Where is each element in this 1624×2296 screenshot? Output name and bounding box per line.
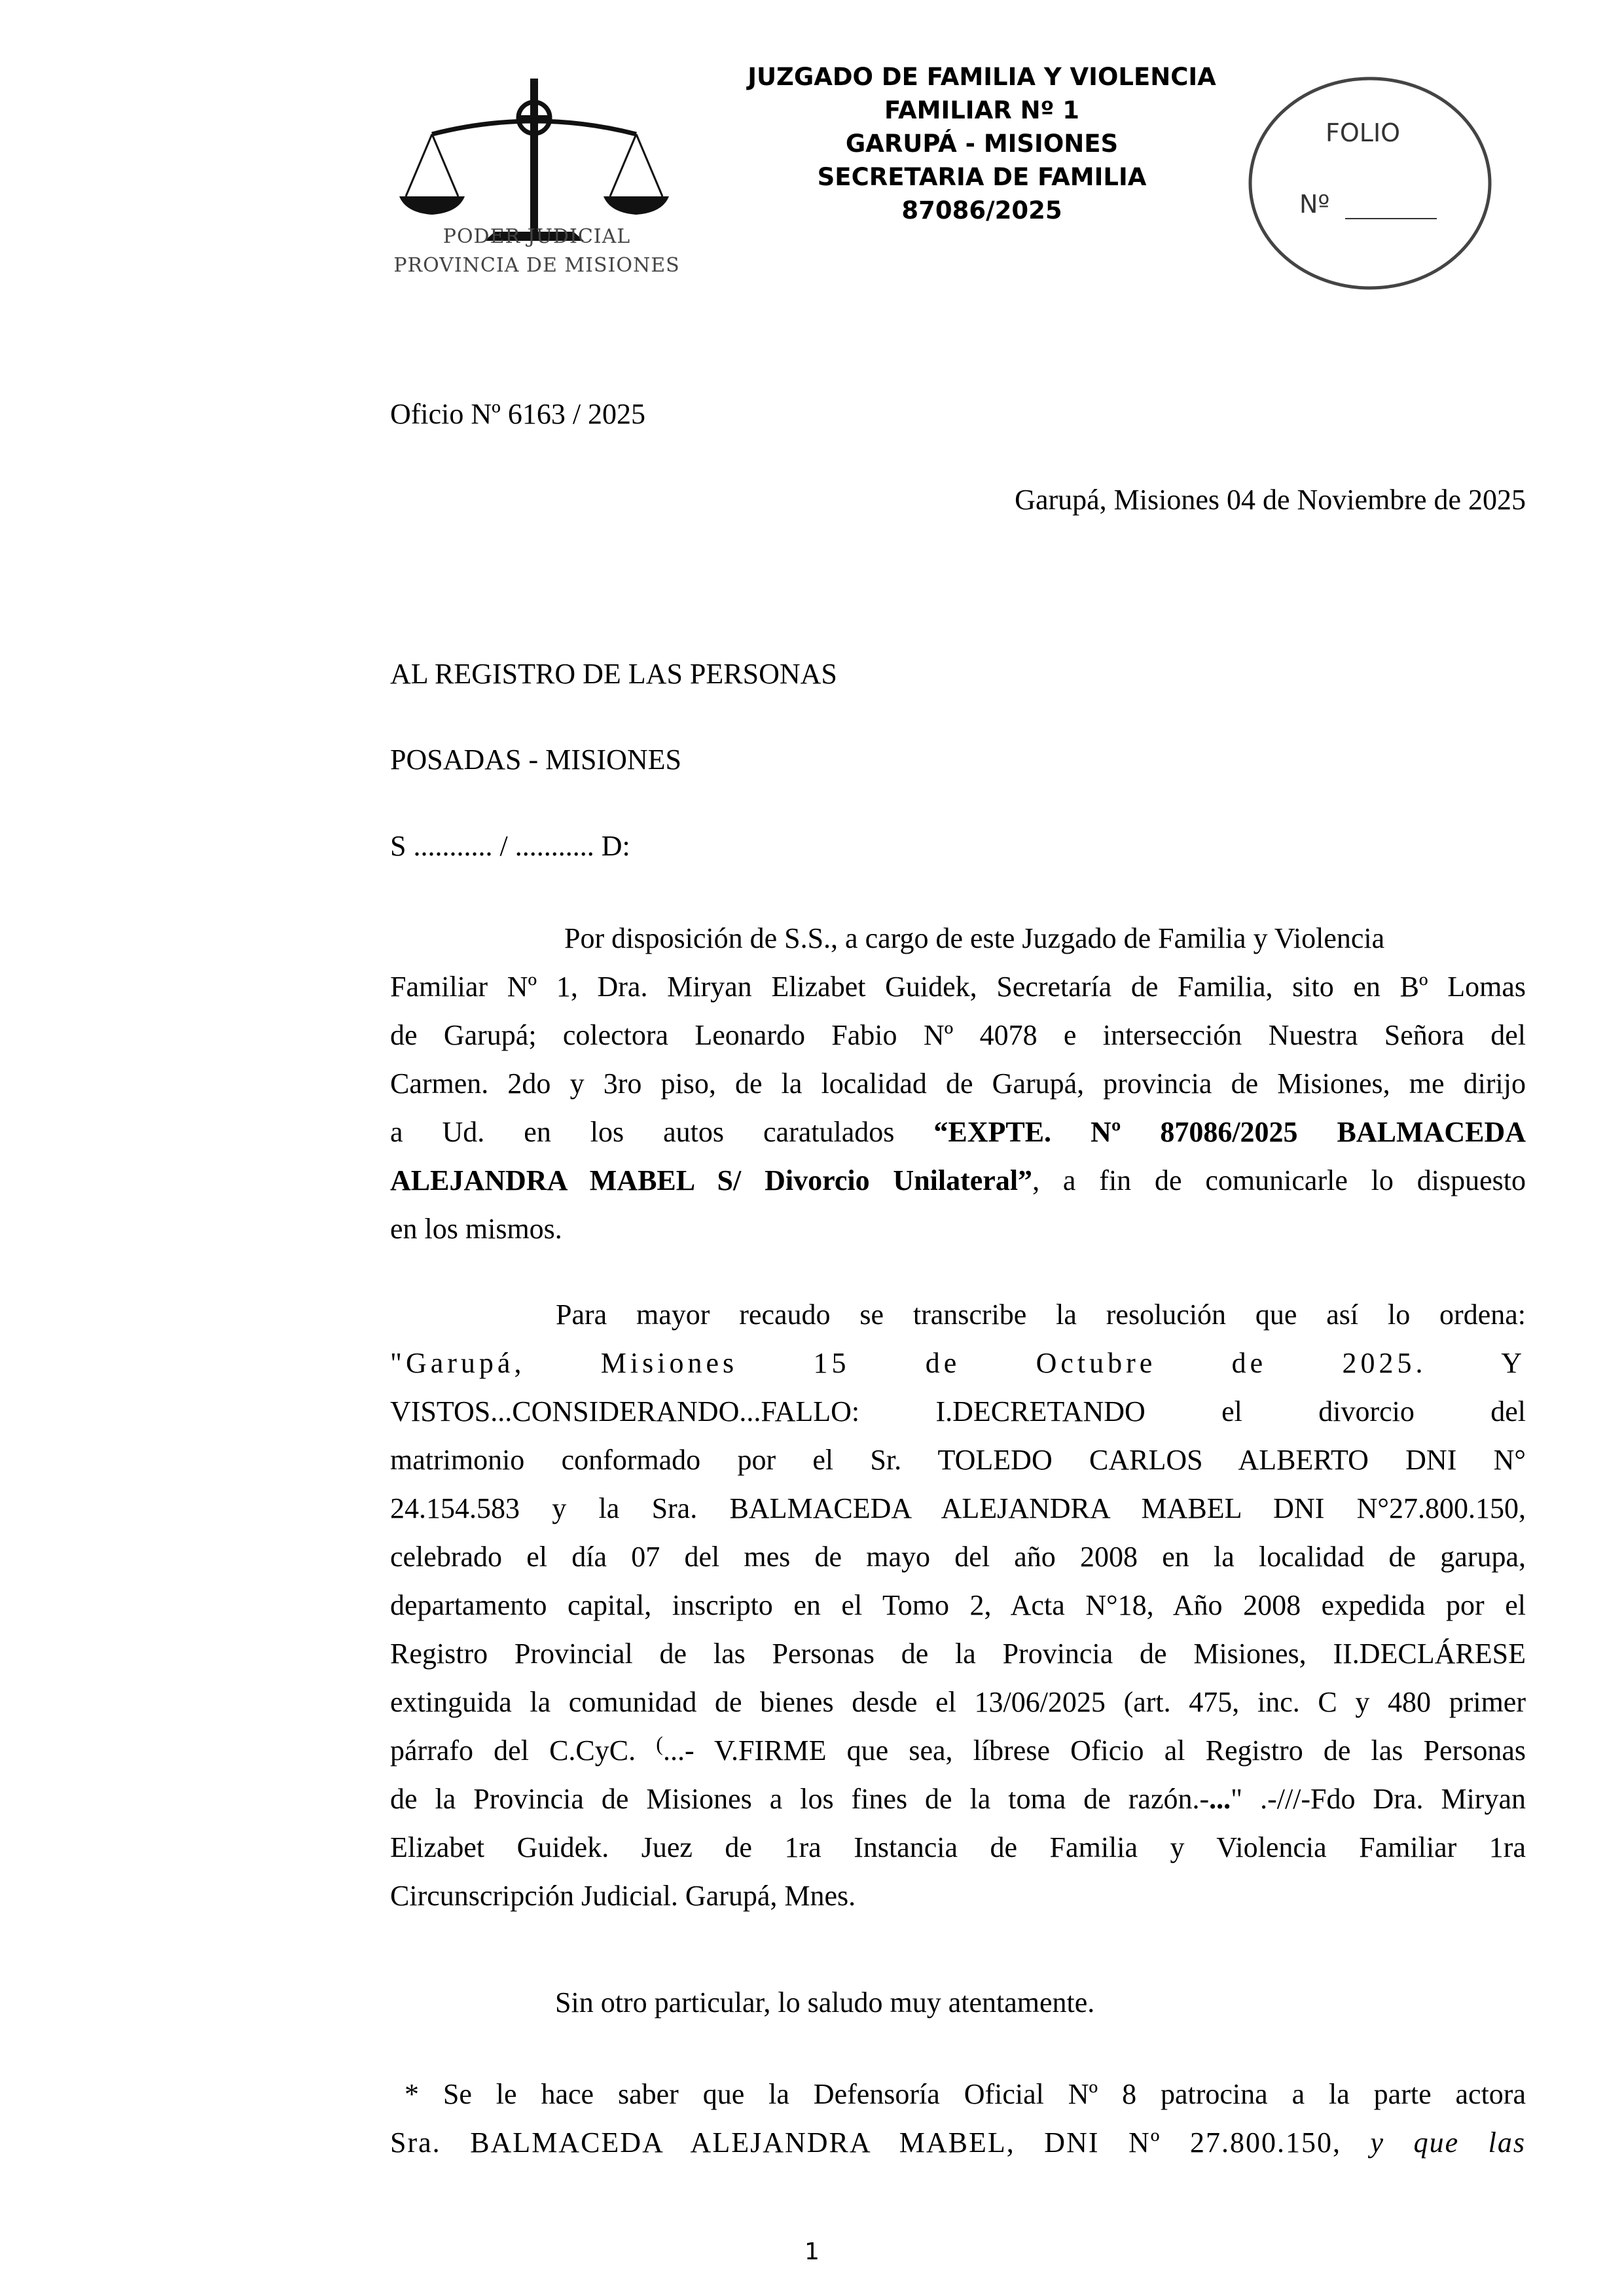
court-line-3: GARUPÁ - MISIONES xyxy=(845,130,1119,158)
text-line: Familiar Nº 1, Dra. Miryan Elizabet Guidek, Secretaría de Familia, sito en Bº Lomas xyxy=(390,971,1526,1003)
logo-line-provincia: PROVINCIA DE MISIONES xyxy=(393,254,680,277)
superscript-mark: ( xyxy=(656,1732,663,1755)
text-run: " .-///-Fdo Dra. Miryan xyxy=(1231,1783,1526,1815)
text-line xyxy=(390,1727,1526,1775)
salutation: S ........... / ........... D: xyxy=(390,830,630,862)
text-line: 24.154.583 y la Sra. BALMACEDA ALEJANDRA MABEL DNI N°27.800.150, xyxy=(390,1492,1526,1524)
text-line: Por disposición de S.S., a cargo de este Juzgado de Familia y Violencia xyxy=(564,922,1385,954)
court-line-4: SECRETARIA DE FAMILIA xyxy=(817,163,1147,191)
text-line: VISTOS...CONSIDERANDO...FALLO: I.DECRETANDO el divorcio del xyxy=(390,1395,1526,1427)
text-line xyxy=(390,2119,1526,2167)
text-run: Sra. BALMACEDA ALEJANDRA MABEL, DNI Nº 27.800.150, xyxy=(390,2126,1371,2159)
court-line-2: FAMILIAR Nº 1 xyxy=(884,96,1080,124)
ellipsis-bold: ... xyxy=(1209,1783,1231,1815)
folio-stamp xyxy=(1247,75,1493,291)
recipient-line-2: POSADAS - MISIONES xyxy=(390,744,681,776)
paragraph-resolution xyxy=(390,1291,1526,1920)
text-line: extinguida la comunidad de bienes desde el 13/06/2025 (art. 475, inc. C y 480 primer xyxy=(390,1686,1526,1718)
case-title-bold: ALEJANDRA MABEL S/ Divorcio Unilateral” xyxy=(390,1164,1033,1196)
page-number: 1 xyxy=(804,2238,820,2265)
text-line: departamento capital, inscripto en el Tomo 2, Acta N°18, Año 2008 expedida por el xyxy=(390,1589,1526,1621)
text-run: ...- V.FIRME que sea, líbrese Oficio al Registro de las Personas xyxy=(662,1734,1526,1767)
poder-judicial-logo xyxy=(393,39,681,288)
text-line: * Se le hace saber que la Defensoría Oficial Nº 8 patrocina a la parte actora xyxy=(405,2078,1526,2110)
text-run: de la Provincia de Misiones a los fines de la toma de razón.- xyxy=(390,1783,1210,1815)
folio-circle-icon xyxy=(1247,75,1493,291)
recipient-line-1: AL REGISTRO DE LAS PERSONAS xyxy=(390,658,837,690)
text-line: Carmen. 2do y 3ro piso, de la localidad de Garupá, provincia de Misiones, me dirijo xyxy=(390,1067,1526,1100)
scales-of-justice-icon xyxy=(393,39,681,288)
text-line: celebrado el día 07 del mes de mayo del año 2008 en la localidad de garupa, xyxy=(390,1541,1526,1573)
text-line xyxy=(390,1775,1526,1823)
folio-number-label: Nº xyxy=(1299,190,1330,219)
text-line: Circunscripción Judicial. Garupá, Mnes. xyxy=(390,1880,856,1912)
italic-text: y que las xyxy=(1370,2126,1526,2159)
paragraph-note xyxy=(390,2070,1526,2167)
court-line-1: JUZGADO DE FAMILIA Y VIOLENCIA xyxy=(748,63,1216,91)
court-case-number: 87086/2025 xyxy=(901,196,1062,224)
text-line xyxy=(390,1108,1526,1157)
oficio-number: Oficio Nº 6163 / 2025 xyxy=(390,398,646,430)
text-line: Para mayor recaudo se transcribe la resolución que así lo ordena: xyxy=(556,1299,1526,1331)
text-line: Registro Provincial de las Personas de la Provincia de Misiones, II.DECLÁRESE xyxy=(390,1638,1526,1670)
letter-date: Garupá, Misiones 04 de Noviembre de 2025 xyxy=(1015,484,1526,516)
text-line xyxy=(390,1157,1526,1205)
text-line: de Garupá; colectora Leonardo Fabio Nº 4078 e intersección Nuestra Señora del xyxy=(390,1019,1526,1051)
text-run: a Ud. en los autos caratulados xyxy=(390,1116,934,1148)
court-header xyxy=(694,60,1270,227)
text-line: matrimonio conformado por el Sr. TOLEDO CARLOS ALBERTO DNI N° xyxy=(390,1444,1526,1476)
text-line: en los mismos. xyxy=(390,1213,562,1245)
text-run: párrafo del C.CyC. xyxy=(390,1734,657,1767)
case-title-bold: “EXPTE. Nº 87086/2025 BALMACEDA xyxy=(933,1116,1526,1148)
paragraph-disposition xyxy=(390,914,1526,1253)
closing-line: Sin otro particular, lo saludo muy atentamente. xyxy=(555,1986,1095,2018)
folio-label: FOLIO xyxy=(1326,118,1401,147)
text-line: Elizabet Guidek. Juez de 1ra Instancia de Familia y Violencia Familiar 1ra xyxy=(390,1831,1526,1863)
folio-number-blank xyxy=(1345,218,1437,219)
text-run: , a fin de comunicarle lo dispuesto xyxy=(1032,1164,1526,1196)
text-line: "Garupá, Misiones 15 de Octubre de 2025. Y xyxy=(390,1347,1526,1379)
logo-line-poder-judicial: PODER JUDICIAL xyxy=(442,225,631,248)
